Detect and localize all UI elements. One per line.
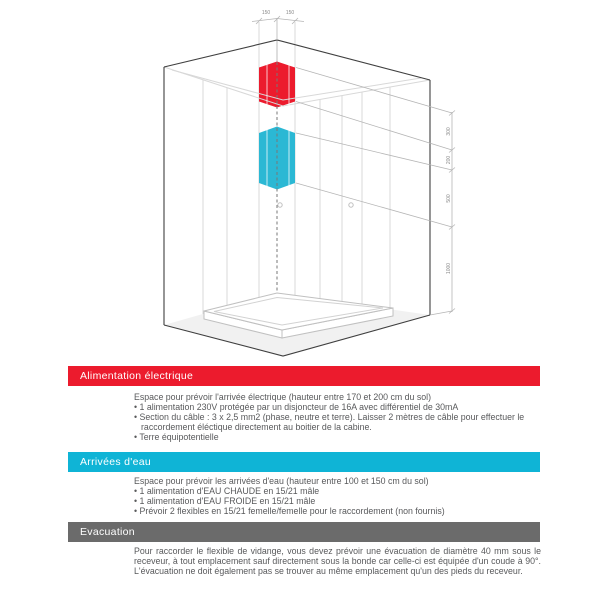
right-dimension-label-2: 200 bbox=[446, 155, 452, 165]
section-evacuation bbox=[68, 522, 540, 576]
wall-panel-lines bbox=[203, 22, 390, 314]
section-water bbox=[68, 452, 540, 516]
wall-fitting-mark-left bbox=[278, 203, 282, 207]
section-evacuation-header bbox=[68, 522, 540, 542]
list-item: • Prévoir 2 flexibles en 15/21 femelle/femelle pour le raccordement (non fournis) bbox=[134, 506, 541, 516]
list-item: • Terre équipotentielle bbox=[134, 432, 541, 442]
info-sections bbox=[68, 366, 540, 576]
section-water-title: Arrivées d'eau bbox=[80, 456, 151, 468]
wall-fitting-mark-right bbox=[349, 203, 353, 207]
list-item: • Section du câble : 3 x 2,5 mm2 (phase, neutre et terre). Laisser 2 mètres de câble pour effectuer le raccordement éléctique directement au boitier de la cabine. bbox=[134, 412, 541, 432]
section-evacuation-body bbox=[134, 546, 541, 576]
section-electrical-body bbox=[134, 392, 541, 442]
list-item: • 1 alimentation d'EAU CHAUDE en 15/21 mâle bbox=[134, 486, 541, 496]
section-water-header bbox=[68, 452, 540, 472]
section-water-body bbox=[134, 476, 541, 516]
section-electrical bbox=[68, 366, 540, 442]
section-evacuation-paragraph: Pour raccorder le flexible de vidange, vous devez prévoir une évacuation de diamètre 40 mm sous le receveur, à tout emplacement sauf directement sous la bonde car celle-ci est équipée d'un coude à 90°. L'évacuation ne doit également pas se trouver au même emplacement qu'un des pieds du receveur. bbox=[134, 546, 541, 576]
list-item: • 1 alimentation d'EAU FROIDE en 15/21 mâle bbox=[134, 496, 541, 506]
section-evacuation-title: Evacuation bbox=[80, 526, 135, 538]
top-dimension-label-right: 150 bbox=[285, 10, 295, 16]
list-item: • 1 alimentation 230V protégée par un disjoncteur de 16A avec différentiel de 30mA bbox=[134, 402, 541, 412]
section-electrical-list bbox=[134, 402, 541, 442]
top-dimension-label-left: 150 bbox=[261, 10, 271, 16]
section-electrical-header bbox=[68, 366, 540, 386]
section-electrical-intro: Espace pour prévoir l'arrivée électrique (hauteur entre 170 et 200 cm du sol) bbox=[134, 392, 432, 402]
right-dimension-label-4: 1000 bbox=[446, 262, 452, 275]
top-dimension bbox=[252, 10, 304, 40]
section-electrical-title: Alimentation électrique bbox=[80, 370, 194, 382]
right-dimension-label-1: 300 bbox=[446, 127, 452, 136]
section-water-list bbox=[134, 486, 541, 516]
right-dimension-label-3: 500 bbox=[446, 194, 452, 203]
section-water-intro: Espace pour prévoir les arrivées d'eau (hauteur entre 100 et 150 cm du sol) bbox=[134, 476, 429, 486]
